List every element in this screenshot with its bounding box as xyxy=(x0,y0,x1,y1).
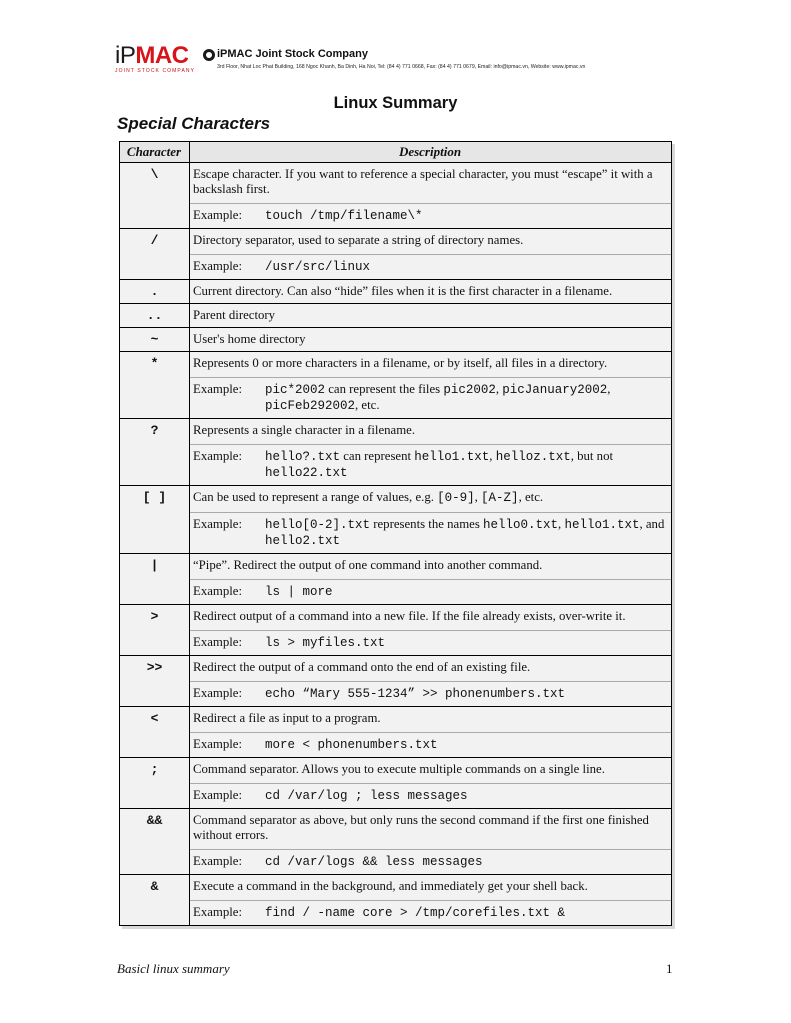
description-text: Current directory. Can also “hide” files when it is the first character in a filename. xyxy=(193,284,613,298)
footer-title: Basicl linux summary xyxy=(117,961,230,976)
example-label: Example: xyxy=(193,259,243,273)
code-snippet: picFeb292002 xyxy=(265,399,356,413)
table-row xyxy=(120,874,671,925)
example-content xyxy=(265,686,671,702)
code-snippet: [A-Z] xyxy=(481,491,519,505)
logo-mac: MAC xyxy=(135,42,189,69)
table-row xyxy=(120,655,671,706)
description-cell xyxy=(190,229,671,279)
example-text: can represent the files xyxy=(325,382,444,396)
logo-tagline: JOINT STOCK COMPANY xyxy=(115,68,196,74)
example-text: , xyxy=(495,382,503,396)
description-text: Represents a single character in a filename. xyxy=(193,423,416,437)
company-address: 3rd Floor, Nhat Loc Phat Building, 168 Ngoc Khanh, Ba Dinh, Ha Noi, Tel: (84 4) 771 0668, Fax: (84 4) 771 0679, Email: info@ipmac.vn, Website: www.ipmac.vn xyxy=(217,64,586,70)
example-text: can represent xyxy=(340,449,415,463)
example-line xyxy=(190,900,671,921)
code-snippet: find / -name core > /tmp/corefiles.txt & xyxy=(265,906,566,920)
code-snippet: pic*2002 xyxy=(265,383,326,397)
code-snippet: hello0.txt xyxy=(483,518,559,532)
page-header xyxy=(115,44,675,76)
description-text: Execute a command in the background, and immediately get your shell back. xyxy=(193,879,588,893)
ipmac-logo xyxy=(115,44,213,74)
description-text: User's home directory xyxy=(193,332,306,346)
description-text: “Pipe”. Redirect the output of one command into another command. xyxy=(193,558,543,572)
description-cell xyxy=(190,758,671,808)
description-text: Escape character. If you want to reference a special character, you must “escape” it with a backslash first. xyxy=(193,167,653,196)
example-content xyxy=(265,449,671,481)
code-snippet: picJanuary2002 xyxy=(502,383,608,397)
character-cell: / xyxy=(120,229,190,279)
table-row xyxy=(120,418,671,485)
example-line xyxy=(190,732,671,753)
table-row xyxy=(120,706,671,757)
page-number: 1 xyxy=(666,961,673,976)
example-line xyxy=(190,444,671,481)
character-cell: [ ] xyxy=(120,486,190,553)
example-text: Can be used to represent a range of values, e.g. xyxy=(193,490,438,504)
code-snippet: ls > myfiles.txt xyxy=(265,636,386,650)
example-text: , xyxy=(489,449,496,463)
column-header-description: Description xyxy=(398,144,462,159)
example-text: , xyxy=(474,490,482,504)
description-cell xyxy=(190,656,671,706)
column-header-character: Character xyxy=(120,142,190,162)
description-cell xyxy=(190,809,671,874)
description-text xyxy=(193,490,667,506)
example-label: Example: xyxy=(193,635,243,649)
description-cell xyxy=(190,419,671,485)
code-snippet: hello?.txt xyxy=(265,450,341,464)
example-content xyxy=(265,635,671,651)
table-row xyxy=(120,279,671,303)
description-text: Redirect a file as input to a program. xyxy=(193,711,381,725)
character-cell: | xyxy=(120,554,190,604)
character-cell: & xyxy=(120,875,190,925)
example-line xyxy=(190,681,671,702)
company-name: iPMAC Joint Stock Company xyxy=(217,48,368,60)
example-label: Example: xyxy=(193,788,243,802)
example-content xyxy=(265,584,671,600)
table-row xyxy=(120,162,671,228)
description-cell xyxy=(190,163,671,228)
description-cell xyxy=(190,304,671,327)
code-snippet: [0-9] xyxy=(437,491,475,505)
code-snippet: ls | more xyxy=(265,585,333,599)
example-label: Example: xyxy=(193,449,243,463)
table-row xyxy=(120,485,671,553)
example-text: , and xyxy=(639,517,665,531)
example-label: Example: xyxy=(193,905,243,919)
description-text: Redirect the output of a command onto the end of an existing file. xyxy=(193,660,531,674)
code-snippet: cd /var/logs && less messages xyxy=(265,855,483,869)
example-text: , etc. xyxy=(355,398,380,412)
code-snippet: more < phonenumbers.txt xyxy=(265,738,438,752)
description-cell xyxy=(190,554,671,604)
example-text: , but not xyxy=(570,449,614,463)
description-text: Command separator as above, but only runs the second command if the first one finished without errors. xyxy=(193,813,649,842)
code-snippet: cd /var/log ; less messages xyxy=(265,789,468,803)
table-row xyxy=(120,327,671,351)
description-cell xyxy=(190,328,671,351)
code-snippet: hello1.txt xyxy=(564,518,640,532)
character-cell: < xyxy=(120,707,190,757)
logo-ring-icon xyxy=(203,49,215,61)
description-cell xyxy=(190,605,671,655)
description-text: Directory separator, used to separate a string of directory names. xyxy=(193,233,524,247)
character-cell: ; xyxy=(120,758,190,808)
example-text: represents the names xyxy=(370,517,484,531)
example-line xyxy=(190,254,671,275)
code-snippet: hello22.txt xyxy=(265,466,348,480)
description-text: Represents 0 or more characters in a filename, or by itself, all files in a directory. xyxy=(193,356,608,370)
character-cell: .. xyxy=(120,304,190,327)
example-line xyxy=(190,783,671,804)
example-content xyxy=(265,788,671,804)
section-title: Special Characters xyxy=(117,114,271,133)
table-row xyxy=(120,228,671,279)
example-label: Example: xyxy=(193,584,243,598)
example-label: Example: xyxy=(193,208,243,222)
example-text: , xyxy=(558,517,565,531)
code-snippet: hello1.txt xyxy=(414,450,490,464)
example-content xyxy=(265,382,671,414)
code-snippet: pic2002 xyxy=(443,383,496,397)
description-cell xyxy=(190,707,671,757)
description-text: Command separator. Allows you to execute multiple commands on a single line. xyxy=(193,762,605,776)
table-row xyxy=(120,351,671,418)
example-content xyxy=(265,737,671,753)
example-text: , etc. xyxy=(518,490,544,504)
character-cell: \ xyxy=(120,163,190,228)
example-text: , xyxy=(607,382,611,396)
example-content xyxy=(265,854,671,870)
code-snippet: touch /tmp/filename\* xyxy=(265,209,423,223)
description-text: Parent directory xyxy=(193,308,276,322)
code-snippet: helloz.txt xyxy=(495,450,571,464)
character-cell: . xyxy=(120,280,190,303)
description-text: Redirect output of a command into a new file. If the file already exists, over-write it. xyxy=(193,609,626,623)
character-cell: * xyxy=(120,352,190,418)
example-label: Example: xyxy=(193,382,243,396)
table-row xyxy=(120,303,671,327)
code-snippet: /usr/src/linux xyxy=(265,260,371,274)
description-cell xyxy=(190,280,671,303)
example-line xyxy=(190,512,671,549)
description-cell xyxy=(190,486,671,553)
example-content xyxy=(265,905,671,921)
code-snippet: echo “Mary 555-1234” >> phonenumbers.txt xyxy=(265,687,566,701)
code-snippet: hello[0-2].txt xyxy=(265,518,371,532)
document-title: Linux Summary xyxy=(333,94,458,112)
logo-ip: iP xyxy=(115,42,136,69)
table-header-row xyxy=(120,142,671,162)
character-cell: >> xyxy=(120,656,190,706)
table-row xyxy=(120,757,671,808)
example-line xyxy=(190,630,671,651)
special-characters-table xyxy=(119,141,672,926)
character-cell: && xyxy=(120,809,190,874)
table-row xyxy=(120,553,671,604)
example-label: Example: xyxy=(193,517,243,531)
description-cell xyxy=(190,875,671,925)
table-row xyxy=(120,604,671,655)
character-cell: > xyxy=(120,605,190,655)
example-line xyxy=(190,377,671,414)
example-line xyxy=(190,203,671,224)
table-row xyxy=(120,808,671,874)
character-cell: ? xyxy=(120,419,190,485)
example-content xyxy=(265,259,671,275)
description-cell xyxy=(190,352,671,418)
example-line xyxy=(190,849,671,870)
example-label: Example: xyxy=(193,854,243,868)
example-line xyxy=(190,579,671,600)
character-cell: ~ xyxy=(120,328,190,351)
example-label: Example: xyxy=(193,737,243,751)
example-content xyxy=(265,517,671,549)
example-label: Example: xyxy=(193,686,243,700)
example-content xyxy=(265,208,671,224)
code-snippet: hello2.txt xyxy=(265,534,341,548)
